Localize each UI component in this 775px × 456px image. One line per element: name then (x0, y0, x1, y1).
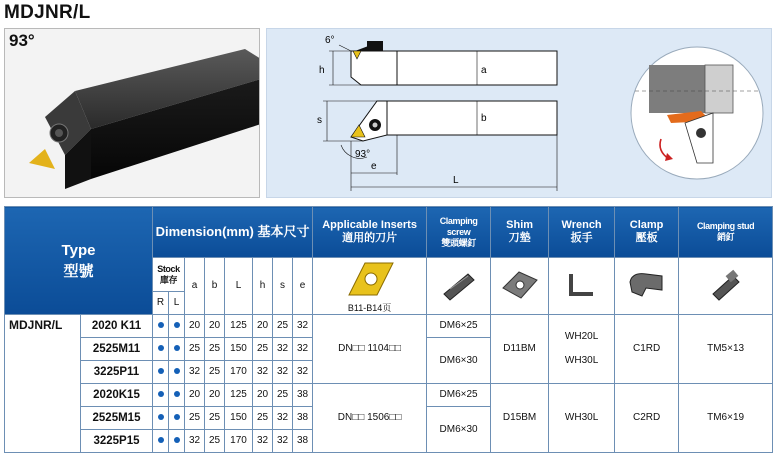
cell-e: 38 (293, 430, 313, 453)
cell-a: 25 (185, 338, 205, 361)
screw-code: DM6×30 (427, 338, 491, 384)
clamp-image-cell (615, 258, 679, 315)
stock-dot (158, 437, 164, 443)
stock-dot (174, 437, 180, 443)
cell-b: 25 (205, 361, 225, 384)
col-L: L (225, 258, 253, 315)
table-row (5, 384, 773, 407)
stock-dot (158, 391, 164, 397)
cell-e: 32 (293, 338, 313, 361)
clamp-code: C1RD (615, 315, 679, 384)
stock-dot (174, 322, 180, 328)
stock-dot (174, 345, 180, 351)
stock-header: Stock 庫存 (153, 258, 185, 292)
insert-code: DN□□ 1506□□ (313, 384, 427, 453)
stud-code: TM6×19 (679, 384, 773, 453)
inserts-header: Applicable Inserts 適用的刀片 (313, 207, 427, 258)
cell-L: 150 (225, 338, 253, 361)
cell-b: 20 (205, 315, 225, 338)
dim-b-label: b (481, 113, 487, 124)
spec-table (4, 206, 773, 453)
type-header: Type 型號 (5, 207, 153, 315)
model-cell: 2020K15 (81, 384, 153, 407)
screw-code: DM6×30 (427, 407, 491, 453)
model-cell: 2525M15 (81, 407, 153, 430)
dim-e-label: e (371, 161, 377, 172)
screw-code: DM6×25 (427, 315, 491, 338)
stock-dot (158, 345, 164, 351)
clamping-stud-icon (701, 264, 751, 304)
page-title: MDJNR/L (4, 2, 91, 23)
cell-h: 25 (253, 338, 273, 361)
stock-dot (174, 414, 180, 420)
stock-col-r: R (153, 292, 169, 315)
wrench-image-cell (549, 258, 615, 315)
model-cell: 2020 K11 (81, 315, 153, 338)
tool-code: MDJNR/L (5, 315, 81, 453)
shim-header: Shim 刀墊 (491, 207, 549, 258)
model-cell: 2525M11 (81, 338, 153, 361)
stud-code: TM5×13 (679, 315, 773, 384)
wrench-code: WH20L WH30L (549, 315, 615, 384)
dimension-drawing (267, 29, 773, 199)
cell-L: 170 (225, 430, 253, 453)
stock-dot (158, 368, 164, 374)
cell-e: 32 (293, 315, 313, 338)
dimension-header: Dimension(mm) 基本尺寸 (153, 207, 313, 258)
cell-b: 25 (205, 407, 225, 430)
cell-s: 32 (273, 361, 293, 384)
clamp-code: C2RD (615, 384, 679, 453)
cell-a: 20 (185, 315, 205, 338)
col-e: e (293, 258, 313, 315)
stud-header: Clamping stud 銷釘 (679, 207, 773, 258)
col-b: b (205, 258, 225, 315)
cell-L: 125 (225, 315, 253, 338)
clamp-header: Clamp 壓板 (615, 207, 679, 258)
approach-angle-label: 93° (9, 31, 35, 50)
cell-h: 20 (253, 315, 273, 338)
model-cell: 3225P15 (81, 430, 153, 453)
cell-b: 20 (205, 384, 225, 407)
cell-s: 32 (273, 430, 293, 453)
cell-s: 25 (273, 384, 293, 407)
wrench-icon (557, 264, 607, 304)
angle-93-label: 93° (355, 149, 371, 160)
dim-s-label: s (317, 115, 322, 126)
screw-header: Clamping screw 雙頭螺釘 (427, 207, 491, 258)
cell-a: 32 (185, 430, 205, 453)
insert-code: DN□□ 1104□□ (313, 315, 427, 384)
shim-icon (495, 264, 545, 304)
technical-drawing (266, 28, 772, 198)
table-row (5, 315, 773, 338)
model-cell: 3225P11 (81, 361, 153, 384)
cell-a: 32 (185, 361, 205, 384)
col-s: s (273, 258, 293, 315)
angle-6-label: 6° (325, 35, 335, 46)
clamping-screw-icon (434, 264, 484, 304)
dim-L-label: L (453, 175, 459, 186)
shim-code: D15BM (491, 384, 549, 453)
insert-image-cell (313, 258, 427, 315)
cell-s: 32 (273, 338, 293, 361)
cell-e: 32 (293, 361, 313, 384)
cell-h: 25 (253, 407, 273, 430)
cell-h: 32 (253, 361, 273, 384)
cell-L: 125 (225, 384, 253, 407)
product-photo (4, 28, 260, 198)
cell-h: 32 (253, 430, 273, 453)
col-h: h (253, 258, 273, 315)
cell-b: 25 (205, 338, 225, 361)
cell-L: 170 (225, 361, 253, 384)
cell-s: 25 (273, 315, 293, 338)
cell-e: 38 (293, 407, 313, 430)
wrench-header: Wrench 扳手 (549, 207, 615, 258)
cell-b: 25 (205, 430, 225, 453)
dim-h-label: h (319, 65, 325, 76)
stock-dot (174, 368, 180, 374)
screw-code: DM6×25 (427, 384, 491, 407)
cell-e: 38 (293, 384, 313, 407)
stock-dot (158, 322, 164, 328)
diamond-insert-icon (335, 259, 405, 299)
cell-a: 20 (185, 384, 205, 407)
cell-L: 150 (225, 407, 253, 430)
cell-s: 32 (273, 407, 293, 430)
wrench-code: WH30L (549, 384, 615, 453)
shim-image-cell (491, 258, 549, 315)
screw-image-cell (427, 258, 491, 315)
spec-table-wrap (4, 206, 772, 452)
stock-col-l: L (169, 292, 185, 315)
stock-dot (174, 391, 180, 397)
clamp-icon (622, 264, 672, 304)
shim-code: D11BM (491, 315, 549, 384)
stud-image-cell (679, 258, 773, 315)
stock-dot (158, 414, 164, 420)
cell-a: 25 (185, 407, 205, 430)
col-a: a (185, 258, 205, 315)
cell-h: 20 (253, 384, 273, 407)
dim-a-label: a (481, 65, 487, 76)
tool-holder-image (5, 29, 260, 198)
inserts-range: B11-B14页 (347, 303, 392, 313)
